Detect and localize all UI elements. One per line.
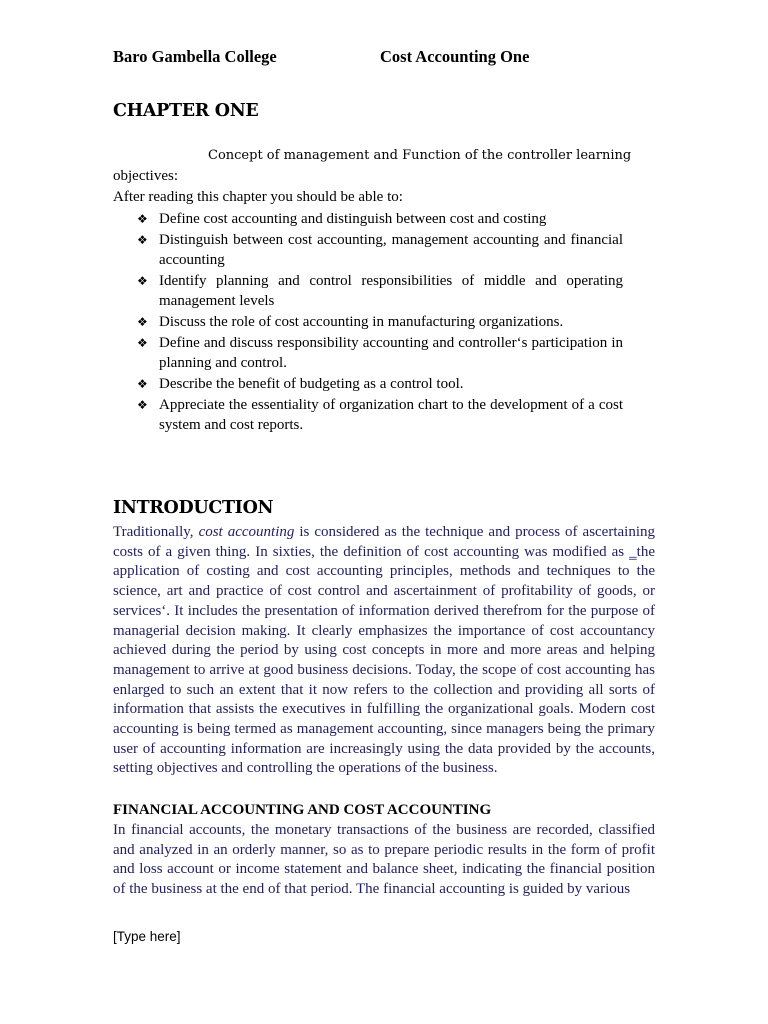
- diamond-bullet-icon: ❖: [137, 233, 148, 247]
- financial-heading: FINANCIAL ACCOUNTING AND COST ACCOUNTING: [113, 802, 492, 818]
- objective-text: Appreciate the essentiality of organization chart to the development of a cost system and cost reports.: [159, 397, 623, 433]
- diamond-bullet-icon: ❖: [137, 315, 148, 329]
- after-reading-text: After reading this chapter you should be able to:: [113, 189, 403, 205]
- objective-text: Define cost accounting and distinguish between cost and costing: [159, 211, 547, 227]
- list-item: [113, 374, 623, 394]
- list-item: [113, 395, 623, 435]
- diamond-bullet-icon: ❖: [137, 212, 148, 226]
- chapter-title: CHAPTER ONE: [113, 101, 259, 121]
- objective-text: Discuss the role of cost accounting in manufacturing organizations.: [159, 314, 564, 330]
- diamond-bullet-icon: ❖: [137, 274, 148, 288]
- intro-body: is considered as the technique and process of ascertaining costs of a given thing. In sixties, the definition of cost accounting was modified as ‗the application of costing and cost accounting principles, methods and techniques to the science, art and practice of cost control and ascertainment of profitability of goods, or services‘. It includes the presentation of information derived therefrom for the purpose of managerial decision making. It clearly emphasizes the importance of cost accountancy achieved during the period by using cost concepts in more and more areas and helping management to arrive at good business decisions. Today, the scope of cost accounting has enlarged to such an extent that it now refers to the collection and providing all sorts of information that assists the executives in fulfilling the organizational goals. Modern cost accounting is being termed as management accounting, since managers being the primary user of accounting information are increasingly using the data provided by the accounts, setting objectives and controlling the operations of the business.: [113, 524, 655, 777]
- objective-text: Describe the benefit of budgeting as a control tool.: [159, 376, 464, 392]
- diamond-bullet-icon: ❖: [137, 336, 148, 350]
- page-footer: [Type here]: [113, 929, 181, 944]
- objective-text: Define and discuss responsibility accounting and controller‘s participation in planning and control.: [159, 335, 623, 371]
- objectives-label: objectives:: [113, 168, 178, 184]
- diamond-bullet-icon: ❖: [137, 398, 148, 412]
- diamond-bullet-icon: ❖: [137, 377, 148, 391]
- introduction-paragraph: [113, 523, 655, 779]
- course-name: Cost Accounting One: [380, 47, 530, 66]
- objectives-list: [113, 209, 623, 436]
- objective-text: Identify planning and control responsibilities of middle and operating management levels: [159, 273, 623, 309]
- list-item: [113, 312, 623, 332]
- list-item: [113, 230, 623, 270]
- intro-lead: Traditionally,: [113, 524, 199, 540]
- list-item: [113, 271, 623, 311]
- chapter-subtitle: Concept of management and Function of the controller learning: [208, 148, 632, 163]
- objective-text: Distinguish between cost accounting, management accounting and financial accounting: [159, 232, 623, 268]
- introduction-heading: INTRODUCTION: [113, 498, 274, 518]
- list-item: [113, 333, 623, 373]
- college-name: Baro Gambella College: [113, 47, 277, 66]
- financial-paragraph: In financial accounts, the monetary transactions of the business are recorded, classified and analyzed in an orderly manner, so as to prepare periodic results in the form of profit and loss account or income statement and balance sheet, indicating the financial position of the business at the end of that period. The financial accounting is guided by various: [113, 822, 655, 898]
- intro-emphasis: cost accounting: [198, 524, 295, 540]
- list-item: [113, 209, 623, 229]
